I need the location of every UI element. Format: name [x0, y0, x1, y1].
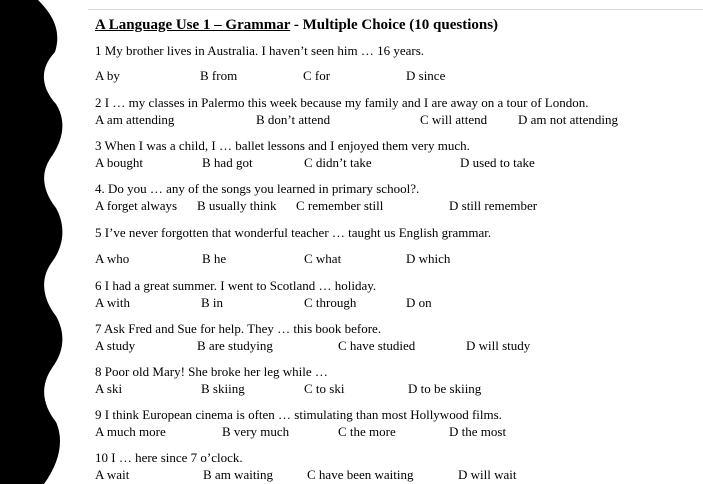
q6-option-d: D on [406, 295, 432, 310]
q1-option-d: D since [406, 68, 446, 83]
q2-option-a: A am attending [95, 112, 175, 127]
q4-option-b: B usually think [197, 198, 277, 213]
page-top-rule [88, 9, 703, 10]
question-5: 5 I’ve never forgotten that wonderful teacher … taught us English grammar. [95, 225, 492, 240]
q6-option-c: C through [304, 295, 357, 310]
q8-option-c: C to ski [304, 381, 345, 396]
q1-option-c: C for [303, 68, 331, 83]
q8-option-b: B skiing [201, 381, 245, 396]
question-1: 1 My brother lives in Australia. I haven’t seen him … 16 years. [95, 43, 425, 58]
q1-option-b: B from [200, 68, 238, 83]
question-7: 7 Ask Fred and Sue for help. They … this book before. [95, 321, 382, 336]
q10-option-a: A wait [95, 467, 130, 482]
heading-subtitle: - Multiple Choice (10 questions) [290, 17, 499, 33]
question-8: 8 Poor old Mary! She broke her leg while … [95, 364, 328, 379]
q7-option-c: C have studied [338, 338, 416, 353]
question-10: 10 I … here since 7 o’clock. [95, 450, 243, 465]
question-4: 4. Do you … any of the songs you learned in primary school?. [95, 181, 420, 196]
q7-option-b: B are studying [197, 338, 273, 353]
q6-option-a: A with [95, 295, 131, 310]
q5-option-d: D which [406, 251, 451, 266]
q3-option-c: C didn’t take [304, 155, 372, 170]
q4-option-a: A forget always [95, 198, 178, 213]
q7-option-d: D will study [466, 338, 531, 353]
spiral-binding [0, 0, 72, 484]
q1-option-a: A by [95, 68, 120, 83]
q7-option-a: A study [95, 338, 136, 353]
q3-option-b: B had got [202, 155, 253, 170]
q9-option-a: A much more [95, 424, 166, 439]
question-3: 3 When I was a child, I … ballet lessons and I enjoyed them very much. [95, 138, 470, 153]
q9-option-d: D the most [449, 424, 507, 439]
q10-option-c: C have been waiting [307, 467, 414, 482]
q5-option-b: B he [202, 251, 227, 266]
q4-option-c: C remember still [296, 198, 384, 213]
q3-option-d: D used to take [460, 155, 535, 170]
question-9: 9 I think European cinema is often … stimulating than most Hollywood films. [95, 407, 502, 422]
question-6: 6 I had a great summer. I went to Scotland … holiday. [95, 278, 377, 293]
worksheet-heading [95, 17, 498, 34]
q10-option-b: B am waiting [203, 467, 274, 482]
heading-section: A Language Use 1 – Grammar [95, 17, 291, 33]
q8-option-a: A ski [95, 381, 123, 396]
q8-option-d: D to be skiing [408, 381, 482, 396]
q9-option-b: B very much [222, 424, 290, 439]
q2-option-d: D am not attending [518, 112, 619, 127]
q5-option-a: A who [95, 251, 130, 266]
q10-option-d: D will wait [458, 467, 517, 482]
q2-option-b: B don’t attend [256, 112, 331, 127]
q9-option-c: C the more [338, 424, 396, 439]
q4-option-d: D still remember [449, 198, 538, 213]
q3-option-a: A bought [95, 155, 144, 170]
question-2: 2 I … my classes in Palermo this week because my family and I are away on a tour of London. [95, 95, 589, 110]
q2-option-c: C will attend [420, 112, 488, 127]
q5-option-c: C what [304, 251, 342, 266]
q6-option-b: B in [201, 295, 224, 310]
